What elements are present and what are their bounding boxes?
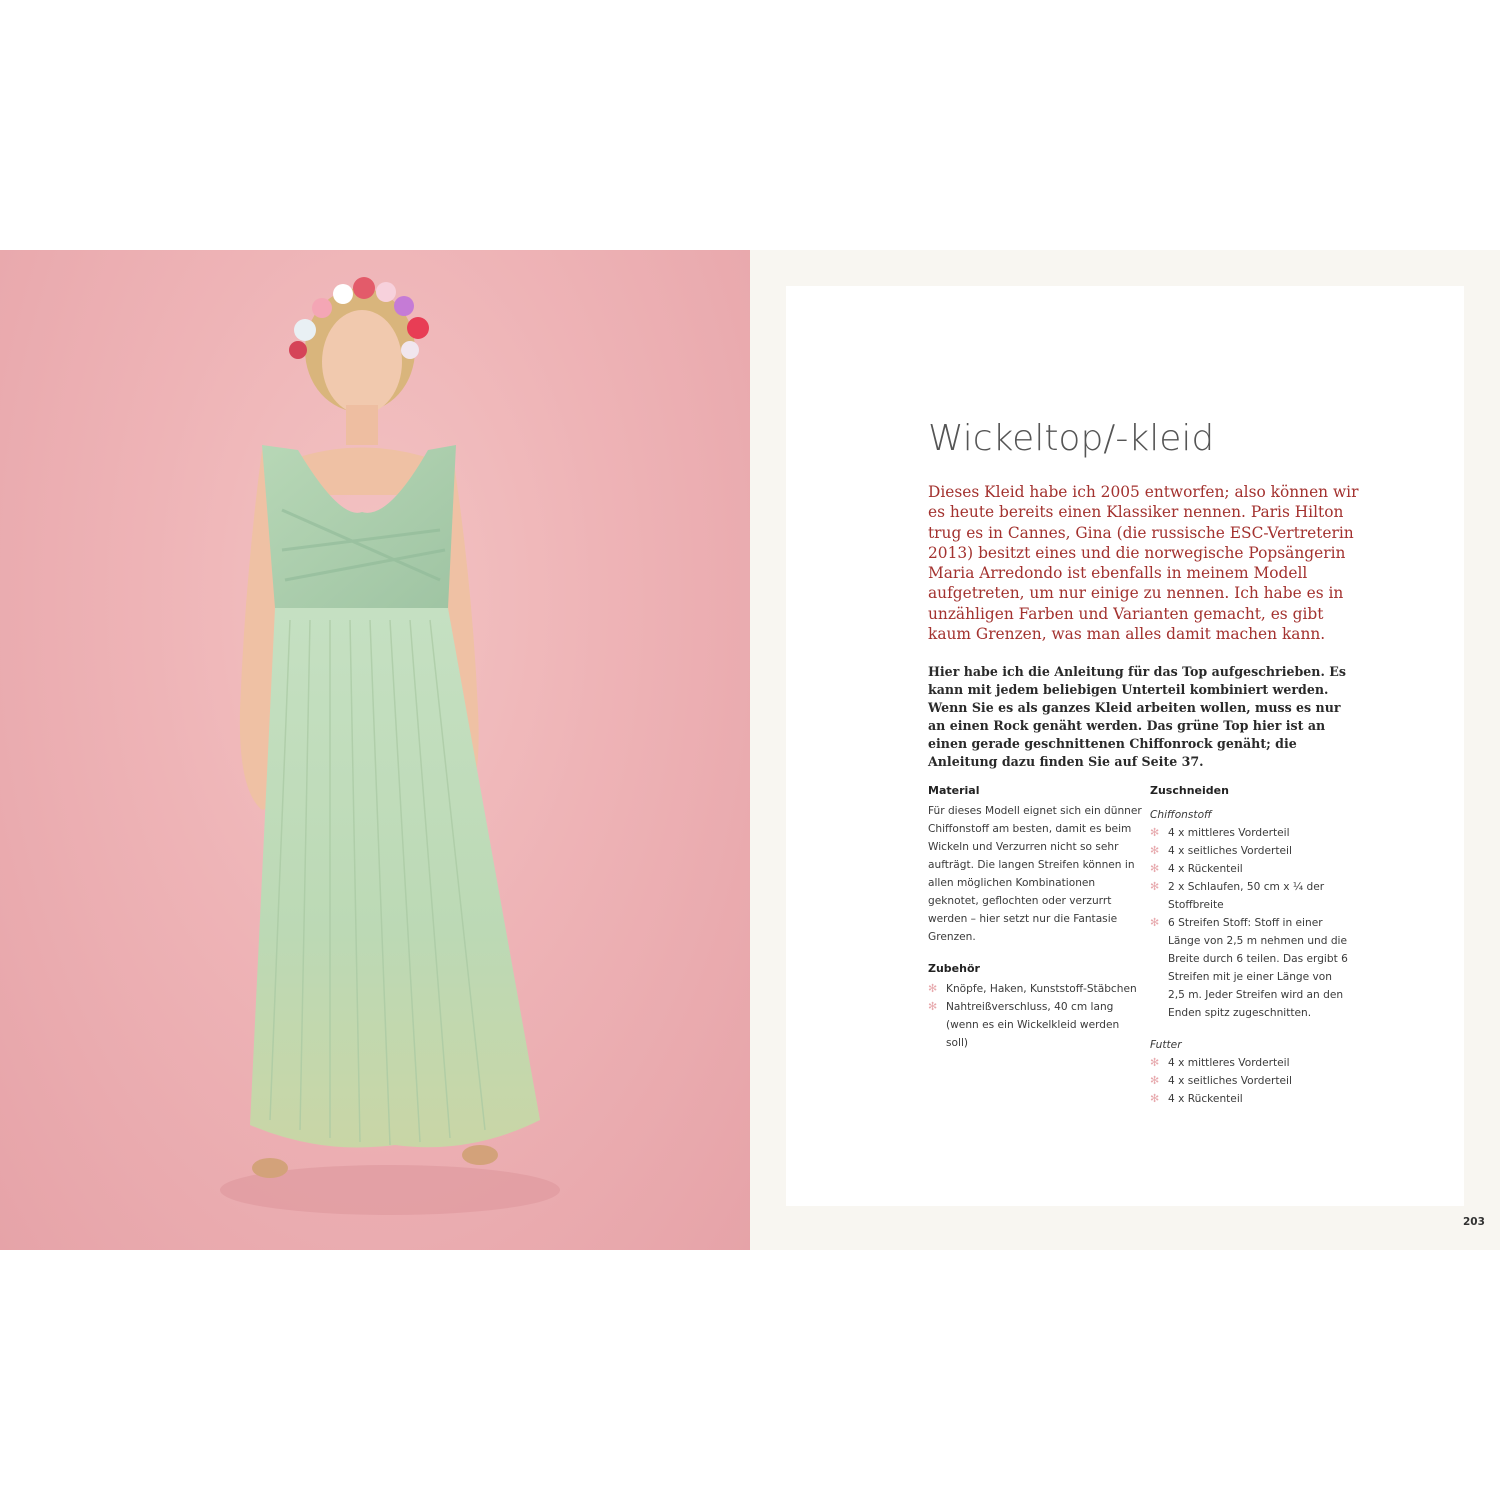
- text-page: [750, 250, 1500, 1250]
- star-bullet-icon: ✻: [1150, 916, 1160, 929]
- chiffon-subheading: Chiffonstoff: [1150, 809, 1212, 821]
- star-bullet-icon: ✻: [928, 1000, 938, 1013]
- list-item: ✻ 4 x seitliches Vorderteil: [1150, 1072, 1350, 1090]
- zubehoer-heading: Zubehör: [928, 962, 980, 975]
- list-item: ✻ Knöpfe, Haken, Kunststoff-Stäbchen: [928, 980, 1143, 998]
- star-bullet-icon: ✻: [1150, 844, 1160, 857]
- list-item: ✻ 4 x mittleres Vorderteil: [1150, 1054, 1350, 1072]
- zuschneiden-column: [1150, 782, 1350, 1108]
- star-bullet-icon: ✻: [1150, 1056, 1160, 1069]
- material-text: Für dieses Modell eignet sich ein dünner Chiffonstoff am besten, damit es beim Wickeln und Verzurren nicht so sehr aufträgt. Die langen Streifen können in allen möglichen Kombinationen geknotet, geflochten oder verzurrt werden – hier setzt nur die Fantasie Grenzen.: [928, 805, 1142, 943]
- intro-paragraph: Dieses Kleid habe ich 2005 entworfen; also können wir es heute bereits einen Klassiker nennen. Paris Hilton trug es in Cannes, Gina (die russische ESC-Vertreterin 2013) besitzt eines und die norwegische Popsängerin Maria Arredondo ist ebenfalls in meinem Modell aufgetreten, um nur einige zu nennen. Ich habe es in unzähligen Farben und Varianten gemacht, es gibt kaum Grenzen, was man alles damit machen kann.: [928, 483, 1359, 644]
- article-title: Wickeltop/-kleid: [928, 418, 1215, 459]
- text-panel: [786, 286, 1464, 1206]
- body-paragraph: Hier habe ich die Anleitung für das Top aufgeschrieben. Es kann mit jedem beliebigen Unterteil kombiniert werden. Wenn Sie es als ganzes Kleid arbeiten wollen, muss es nur an einen Rock genäht werden. Das grüne Top hier ist an einen gerade geschnittenen Chiffonrock genäht; die Anleitung dazu finden Sie auf Seite 37.: [928, 664, 1346, 770]
- book-spread: [0, 250, 1500, 1250]
- list-item: ✻ 4 x Rückenteil: [1150, 860, 1350, 878]
- dress-illustration: [0, 250, 750, 1250]
- star-bullet-icon: ✻: [1150, 880, 1160, 893]
- futter-list: [1150, 1054, 1350, 1108]
- material-column: [928, 782, 1143, 1052]
- page-number: 203: [1463, 1216, 1485, 1228]
- list-item: ✻ 2 x Schlaufen, 50 cm x ¼ der Stoffbreite: [1150, 880, 1325, 911]
- zuschneiden-heading: Zuschneiden: [1150, 784, 1229, 797]
- model-photo: [0, 250, 750, 1250]
- star-bullet-icon: ✻: [1150, 1092, 1160, 1105]
- list-item: ✻ Nahtreißverschluss, 40 cm lang (wenn es ein Wickelkleid werden soll): [928, 1000, 1120, 1049]
- list-item: ✻ 4 x Rückenteil: [1150, 1090, 1350, 1108]
- list-item: ✻ 4 x seitliches Vorderteil: [1150, 842, 1350, 860]
- list-item: ✻ 6 Streifen Stoff: Stoff in einer Länge von 2,5 m nehmen und die Breite durch 6 teilen. Das ergibt 6 Streifen mit je einer Länge von 2,5 m. Jeder Streifen wird an den Enden spitz zugeschnitten.: [1150, 916, 1348, 1019]
- zubehoer-list: [928, 980, 1143, 1052]
- star-bullet-icon: ✻: [1150, 1074, 1160, 1087]
- list-item: ✻ 4 x mittleres Vorderteil: [1150, 824, 1350, 842]
- star-bullet-icon: ✻: [1150, 862, 1160, 875]
- star-bullet-icon: ✻: [928, 982, 938, 995]
- star-bullet-icon: ✻: [1150, 826, 1160, 839]
- futter-subheading: Futter: [1150, 1039, 1182, 1051]
- chiffon-list: [1150, 824, 1350, 1022]
- material-heading: Material: [928, 784, 980, 797]
